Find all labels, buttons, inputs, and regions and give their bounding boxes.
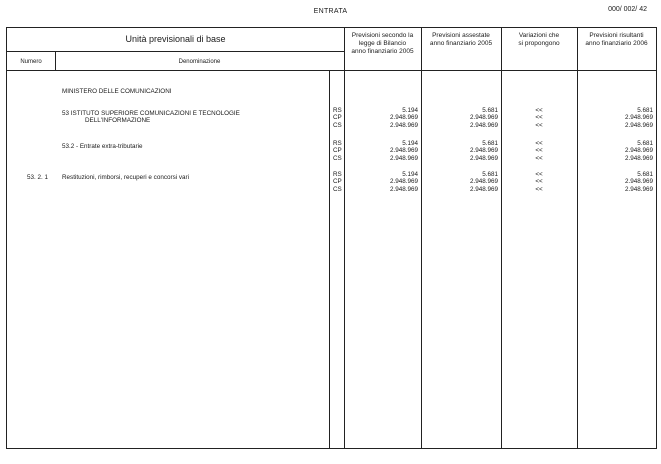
row-prev-adj: 5.681 2.948.969 2.948.969 [469, 107, 498, 129]
row-name-line: 53 ISTITUTO SUPERIORE COMUNICAZIONI E TECNOLOGIE [62, 110, 240, 117]
section-title: ENTRATA [313, 8, 348, 15]
row-prev-law: 5.194 2.948.969 2.948.969 [389, 107, 418, 129]
header-variations: Variazioni che si propongono [518, 32, 560, 47]
code-divider [329, 70, 330, 448]
row-prev-law: 5.194 2.948.969 2.948.969 [389, 171, 418, 193]
header-prev-adj: Previsioni assestate anno finanziario 2005 [429, 32, 493, 47]
row-codes: RS CP CS [333, 171, 342, 193]
row-prev-law: 5.194 2.948.969 2.948.969 [389, 140, 418, 162]
row-name-line: Restituzioni, rimborsi, recuperi e concorsi vari [62, 174, 190, 181]
row-name-line: 53.2 - Entrate extra-tributarie [62, 143, 143, 150]
col-divider-4 [577, 28, 578, 448]
header-prev-result: Previsioni risultanti anno finanziario 2006 [585, 32, 648, 47]
row-prev-adj: 5.681 2.948.969 2.948.969 [469, 140, 498, 162]
header-name: Denominazione [178, 59, 221, 65]
row-variations: << << << [535, 140, 543, 162]
header-group-title: Unità previsionali di base [125, 34, 226, 44]
ministry-name: MINISTERO DELLE COMUNICAZIONI [62, 88, 172, 95]
row-prev-adj: 5.681 2.948.969 2.948.969 [469, 171, 498, 193]
col-divider-1 [344, 28, 345, 448]
row-name-line: DELL'INFORMAZIONE [85, 117, 151, 124]
budget-table [6, 27, 657, 449]
header-prev-law: Previsioni secondo la legge di Bilancio anno finanziario 2005 [351, 32, 414, 55]
row-number: 53. 2. 1 [27, 174, 49, 181]
row-codes: RS CP CS [333, 107, 342, 129]
row-codes: RS CP CS [333, 140, 342, 162]
col-divider-2 [421, 28, 422, 448]
row-variations: << << << [535, 171, 543, 193]
row-prev-result: 5.681 2.948.969 2.948.969 [624, 107, 653, 129]
header-bottom-line [7, 70, 656, 71]
col-divider-3 [501, 28, 502, 448]
row-variations: << << << [535, 107, 543, 129]
row-prev-result: 5.681 2.948.969 2.948.969 [624, 171, 653, 193]
row-prev-result: 5.681 2.948.969 2.948.969 [624, 140, 653, 162]
page-code: 000/ 002/ 42 [608, 6, 647, 13]
header-sub-divider [7, 51, 344, 52]
header-number: Numero [20, 59, 42, 65]
